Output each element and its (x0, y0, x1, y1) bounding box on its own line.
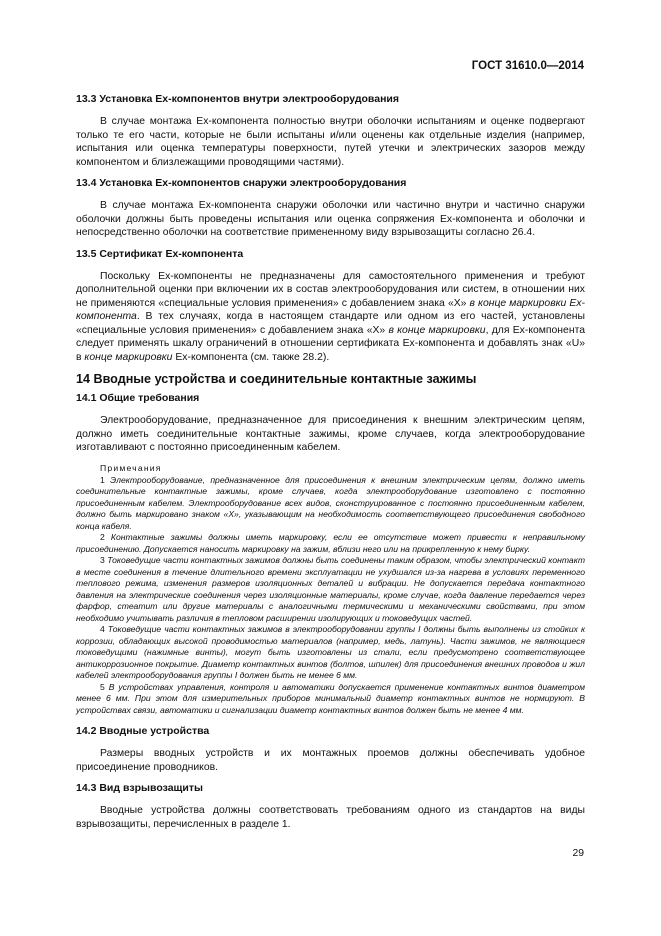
note-text: Токоведущие части контактных зажимов должны быть соединены таким образом, чтобы электрический контакт в месте соединения в течение длительного времени эксплуатации не ухудшался из-за нагрева в условиях переменного теплового режима, изменения размеров изоляционных деталей и вибрации. Не допускается передача контактного давления на электрические соединения через изоляционные материалы, кроме случае, когда давление передается через фарфор, стеатит или другие материалы с аналогичными термическими и механическими свойствами, при этом необходимо учитывать различия в тепловом расширении изолирующих и токоведущих частей. (76, 555, 586, 623)
text-run: , для Ex-компонента следует применять шкалу ограничений в отношении сертификата Ex-компонента и добавлять знак «U» в (76, 324, 585, 363)
note-number: 5 (100, 681, 105, 692)
paragraph-13-4: В случае монтажа Ex-компонента снаружи оболочки или частично внутри и частично снаружи оболочки должны быть проведены испытания или оценка сопряжения Ex-компонента и оболочки и непосредственно оболочки на соответствие примененному виду взрывозащиты согласно 26.4. (76, 200, 585, 238)
note-text: Токоведущие части контактных зажимов в электрооборудовании группы I должны быть выполнены из стойких к коррозии, обладающих высокой проводимостью материалов (например, медь, латунь). Части зажимов, не являющиеся токоведущими (нажимные винты), могут быть изготовлены из стали, если предусмотрено соответствующее антикоррозионное покрытие. Диаметр контактных винтов (болтов, шпилек) для присоединения внешних проводов и жил кабелей электрооборудования группы I должен быть не менее 6 мм. (76, 624, 585, 680)
note-item (76, 624, 585, 682)
heading-14-2: 14.2 Вводные устройства (76, 725, 210, 737)
heading-13-4: 13.4 Установка Ex-компонентов снаружи электрооборудования (76, 177, 407, 189)
heading-14-1: 14.1 Общие требования (76, 392, 200, 404)
note-text: В устройствах управления, контроля и автоматики допускается применение контактных винтов диаметром менее 6 мм. При этом для измерительных приборов минимальный диаметр контактных винтов не нормируют. В устройствах связи, автоматики и сигнализации диаметр контактных винтов должен быть не менее 4 мм. (76, 681, 585, 715)
standard-id: ГОСТ 31610.0—2014 (471, 60, 584, 72)
note-item (76, 475, 585, 533)
italic-run: в конце маркировки (388, 324, 486, 336)
paragraph-14-1: Электрооборудование, предназначенное для присоединения к внешним электрическим цепям, должно иметь соединительные контактные зажимы, кроме случаев, когда электрооборудование изготавливают с постоянно присоединенным кабелем. (76, 415, 585, 453)
paragraph-14-3: Вводные устройства должны соответствовать требованиям одного из стандартов на виды взрывозащиты, перечисленных в разделе 1. (76, 805, 585, 830)
paragraph-13-5 (76, 270, 585, 365)
italic-run: конце маркировки (84, 351, 173, 363)
italic-run: в конце маркировки Ex-компонента (76, 297, 585, 322)
note-number: 4 (100, 624, 105, 634)
paragraph-13-3: В случае монтажа Ex-компонента полностью внутри оболочки испытаниям и оценке подвергают только те его части, которые не были испытаны и/или оценены как отдельные изделия (например, испытания или оценка температуры поверхности, путей утечки и электрических зазоров между компонентом и близлежащими проводящими частями). (76, 116, 585, 168)
paragraph-14-2: Размеры вводных устройств и их монтажных проемов должны обеспечивать удобное присоединение проводников. (76, 748, 585, 773)
page-content (76, 93, 585, 839)
note-number: 1 (100, 474, 105, 485)
note-number: 2 (100, 532, 105, 542)
note-item (76, 682, 585, 717)
text-run: Ex-компонента (см. также 28.2). (172, 351, 330, 363)
note-item (76, 555, 585, 624)
page-number: 29 (572, 848, 584, 859)
heading-14: 14 Вводные устройства и соединительные контактные зажимы (76, 372, 477, 386)
note-text: Контактные зажимы должны иметь маркировку, если ее отсутствие может привести к неправильному присоединению. Допускается наносить маркировку на зажим, вблизи него или на прикрепленную к нему бирку. (76, 532, 585, 554)
heading-14-3: 14.3 Вид взрывозащиты (76, 782, 203, 794)
note-item (76, 532, 585, 555)
heading-13-5: 13.5 Сертификат Ex-компонента (76, 247, 244, 260)
note-number: 3 (100, 555, 105, 565)
notes-block (76, 463, 585, 717)
text-run: Поскольку Ex-компоненты не предназначены для самостоятельного применения и требуют дополнительной оценки при включении их в состав электрооборудования или систем, в отношении них не применяются «специальные условия применения» с добавлением знака «X» (76, 270, 585, 309)
text-run: . В тех случаях, когда в настоящем стандарте или одном из его частей, установлены «специальные условия применения» с добавлением знака «X» (76, 311, 585, 336)
note-text: Электрооборудование, предназначенное для присоединения к внешним электрическим цепям, должно иметь соединительные контактные зажимы, кроме случаев, когда электрооборудование изготовлено с постоянно присоединенным кабелем. Электрооборудование всех видов, сконструированное с постоянно присоединенным кабелем, должно быть маркировано знаком «X», указывающим на необходимость соответствующего присоединения свободного конца кабеля. (76, 474, 586, 531)
heading-13-3: 13.3 Установка Ex-компонентов внутри электрооборудования (76, 93, 399, 105)
notes-title: Примечания (100, 462, 162, 473)
